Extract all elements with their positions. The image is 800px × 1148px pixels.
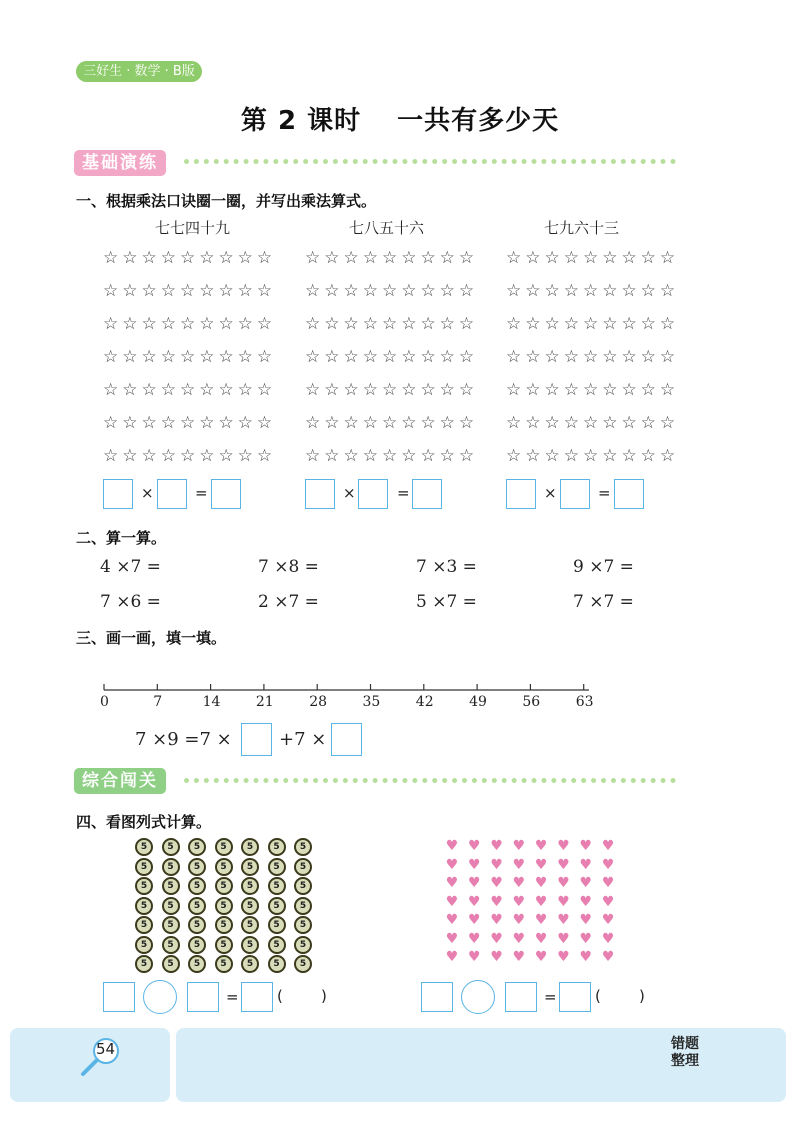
coin-icon: 5	[294, 877, 312, 895]
coin-icon: 5	[215, 936, 233, 954]
section-divider	[184, 778, 676, 783]
answer-box[interactable]	[187, 982, 219, 1012]
answer-box[interactable]	[559, 982, 591, 1012]
coin-icon: 5	[294, 897, 312, 915]
coin-icon: 5	[241, 877, 259, 895]
bear-icon: ♥	[579, 912, 593, 928]
star-grid-1[interactable]: ☆☆☆☆☆☆☆☆☆ ☆☆☆☆☆☆☆☆☆ ☆☆☆☆☆☆☆☆☆ ☆☆☆☆☆☆☆☆☆ ☆☆☆☆☆☆☆☆☆ ☆☆☆☆☆☆☆☆☆ ☆☆☆☆☆☆☆☆☆	[103, 248, 277, 466]
bear-icon: ♥	[557, 875, 570, 891]
rhyme-3: 七九六十三	[544, 219, 620, 237]
coin-icon: 5	[162, 916, 180, 934]
bear-icon: ♥	[601, 930, 615, 947]
bear-icon: ♥	[579, 930, 593, 947]
lesson-topic: 一共有多少天	[397, 106, 560, 136]
bear-icon: ♥	[490, 838, 503, 854]
unit-blank[interactable]: ( )	[595, 987, 645, 1005]
tick-label: 63	[575, 694, 594, 710]
section-divider	[184, 159, 676, 164]
bear-icon: ♥	[490, 912, 503, 928]
times-sign: ×	[141, 484, 154, 502]
coin-icon: 5	[215, 838, 233, 856]
coin-icon: 5	[162, 955, 180, 973]
bear-icon: ♥	[557, 838, 570, 854]
bear-icon: ♥	[601, 893, 615, 910]
coin-icon: 5	[162, 936, 180, 954]
bear-icon: ♥	[601, 838, 615, 854]
bear-icon: ♥	[601, 912, 615, 928]
bear-icon: ♥	[445, 949, 459, 965]
bear-icon: ♥	[512, 838, 526, 854]
calc-item: 9 ×7 =	[573, 557, 634, 577]
tick-label: 28	[309, 694, 328, 710]
bear-icon: ♥	[512, 875, 526, 891]
operator-circle[interactable]	[461, 980, 495, 1014]
bear-icon: ♥	[557, 912, 570, 928]
coin-icon: 5	[162, 897, 180, 915]
bear-icon: ♥	[512, 930, 526, 947]
answer-box[interactable]	[506, 479, 536, 509]
error-label-1: 错题	[671, 1036, 699, 1052]
coin-icon: 5	[241, 955, 259, 973]
coin-icon: 5	[268, 916, 286, 934]
bear-icon: ♥	[468, 949, 481, 965]
bear-icon: ♥	[534, 949, 548, 965]
bear-icon: ♥	[534, 875, 548, 891]
coin-icon: 5	[188, 838, 206, 856]
answer-box[interactable]	[358, 479, 388, 509]
coin-icon: 5	[215, 955, 233, 973]
decompose-left: 7 ×9 =7 ×	[135, 729, 232, 750]
bear-icon: ♥	[579, 856, 593, 873]
bear-icon: ♥	[490, 949, 503, 965]
coin-icon: 5	[188, 936, 206, 954]
tick-label: 42	[415, 694, 434, 710]
coin-icon: 5	[268, 936, 286, 954]
coin-icon: 5	[135, 897, 153, 915]
bear-icon: ♥	[534, 838, 548, 854]
coin-icon: 5	[188, 955, 206, 973]
coin-icon: 5	[294, 858, 312, 876]
bear-icon: ♥	[534, 893, 548, 910]
series-badge: 三好生 · 数学 · B版	[76, 61, 202, 82]
bear-icon: ♥	[512, 949, 526, 965]
answer-box[interactable]	[614, 479, 644, 509]
coin-icon: 5	[268, 858, 286, 876]
coin-icon: 5	[268, 897, 286, 915]
answer-box[interactable]	[505, 982, 537, 1012]
times-sign: ×	[544, 484, 557, 502]
bear-icon: ♥	[490, 893, 503, 910]
lesson-title	[0, 100, 800, 137]
calc-item: 5 ×7 =	[416, 592, 477, 612]
calc-item: 7 ×3 =	[416, 557, 477, 577]
coin-icon: 5	[188, 877, 206, 895]
bear-icon: ♥	[445, 875, 459, 891]
bear-icon: ♥	[557, 949, 570, 965]
bear-icon: ♥	[445, 912, 459, 928]
tick-label: 56	[522, 694, 541, 710]
number-line-ticks	[104, 684, 584, 690]
bear-icon: ♥	[490, 875, 503, 891]
coin-icon: 5	[241, 838, 259, 856]
coin-icon: 5	[294, 955, 312, 973]
coin-icon: 5	[241, 916, 259, 934]
equals-sign: =	[195, 484, 208, 502]
calc-item: 7 ×8 =	[258, 557, 319, 577]
times-sign: ×	[343, 484, 356, 502]
bear-icon: ♥	[445, 893, 459, 910]
bear-icon: ♥	[512, 856, 526, 873]
coin-icon: 5	[188, 858, 206, 876]
bear-icon: ♥	[468, 838, 481, 854]
tick-label: 0	[100, 694, 109, 710]
bear-icon: ♥	[468, 856, 481, 873]
bear-icon: ♥	[468, 930, 481, 947]
coin-icon: 5	[268, 877, 286, 895]
coin-icon: 5	[188, 897, 206, 915]
page-number: 54	[96, 1040, 116, 1058]
coin-icon: 5	[215, 858, 233, 876]
answer-box[interactable]	[103, 479, 133, 509]
bear-icon: ♥	[579, 949, 593, 965]
bear-icon: ♥	[445, 930, 459, 947]
bear-icon: ♥	[534, 912, 548, 928]
bear-icon: ♥	[579, 838, 593, 854]
error-label-2: 整理	[671, 1053, 699, 1069]
tick-label: 7	[153, 694, 163, 710]
coin-icon: 5	[188, 916, 206, 934]
coin-icon: 5	[294, 936, 312, 954]
coin-icon: 5	[162, 838, 180, 856]
answer-box[interactable]	[211, 479, 241, 509]
tick-label: 21	[255, 694, 274, 710]
coin-icon: 5	[241, 897, 259, 915]
tick-label: 49	[469, 694, 487, 710]
coin-icon: 5	[135, 838, 153, 856]
star-grid-2[interactable]: ☆☆☆☆☆☆☆☆☆ ☆☆☆☆☆☆☆☆☆ ☆☆☆☆☆☆☆☆☆ ☆☆☆☆☆☆☆☆☆ ☆☆☆☆☆☆☆☆☆ ☆☆☆☆☆☆☆☆☆ ☆☆☆☆☆☆☆☆☆	[305, 248, 479, 466]
bear-icon: ♥	[601, 856, 615, 873]
equals-sign: =	[397, 484, 410, 502]
bear-icon: ♥	[579, 875, 593, 891]
coin-icon: 5	[215, 877, 233, 895]
section-tag-basic: 基础演练	[74, 150, 166, 176]
calc-item: 4 ×7 =	[100, 557, 161, 577]
bear-icon: ♥	[601, 875, 615, 891]
answer-box[interactable]	[241, 982, 273, 1012]
star-grid-3[interactable]: ☆☆☆☆☆☆☆☆☆ ☆☆☆☆☆☆☆☆☆ ☆☆☆☆☆☆☆☆☆ ☆☆☆☆☆☆☆☆☆ ☆☆☆☆☆☆☆☆☆ ☆☆☆☆☆☆☆☆☆ ☆☆☆☆☆☆☆☆☆	[506, 248, 680, 466]
coin-icon: 5	[162, 877, 180, 895]
tick-label: 14	[202, 694, 221, 710]
answer-box[interactable]	[560, 479, 590, 509]
coin-icon: 5	[135, 877, 153, 895]
lesson-number: 第 2 课时	[240, 106, 362, 136]
calc-item: 7 ×6 =	[100, 592, 161, 612]
bear-icon: ♥	[468, 893, 481, 910]
bear-icon: ♥	[534, 930, 548, 947]
coin-icon: 5	[135, 955, 153, 973]
coin-icon: 5	[241, 858, 259, 876]
equals-sign: =	[598, 484, 611, 502]
q2-prompt: 二、算一算。	[76, 529, 167, 547]
equals-sign: =	[544, 988, 557, 1006]
decompose-mid: +7 ×	[279, 729, 327, 750]
bear-icon: ♥	[468, 875, 481, 891]
coin-icon: 5	[268, 955, 286, 973]
operator-circle[interactable]	[143, 980, 177, 1014]
bear-icon: ♥	[512, 893, 526, 910]
bear-icon: ♥	[557, 856, 570, 873]
coin-icon: 5	[135, 916, 153, 934]
coin-icon: 5	[241, 936, 259, 954]
bear-icon: ♥	[534, 856, 548, 873]
rhyme-2: 七八五十六	[349, 219, 425, 237]
q1-prompt: 一、根据乘法口诀圈一圈，并写出乘法算式。	[76, 192, 377, 210]
bear-icon: ♥	[468, 912, 481, 928]
rhyme-1: 七七四十九	[155, 219, 231, 237]
coin-icon: 5	[135, 858, 153, 876]
calc-item: 7 ×7 =	[573, 592, 634, 612]
bear-icon: ♥	[601, 949, 615, 965]
section-tag-comprehensive: 综合闯关	[74, 768, 166, 794]
calc-item: 2 ×7 =	[258, 592, 319, 612]
coin-icon: 5	[215, 916, 233, 934]
coin-icon: 5	[294, 916, 312, 934]
unit-blank[interactable]: ( )	[277, 987, 327, 1005]
bear-icon: ♥	[579, 893, 593, 910]
answer-box[interactable]	[305, 479, 335, 509]
answer-box[interactable]	[241, 723, 272, 756]
bear-icon: ♥	[445, 856, 459, 873]
equals-sign: =	[226, 988, 239, 1006]
bear-icon: ♥	[557, 930, 570, 947]
tick-label: 35	[362, 694, 381, 710]
bear-icon: ♥	[512, 912, 526, 928]
bear-icon: ♥	[490, 930, 503, 947]
coin-icon: 5	[162, 858, 180, 876]
answer-box[interactable]	[421, 982, 453, 1012]
bear-icon: ♥	[557, 893, 570, 910]
answer-box[interactable]	[157, 479, 187, 509]
answer-box[interactable]	[412, 479, 442, 509]
q3-prompt: 三、画一画，填一填。	[76, 629, 227, 647]
q4-prompt: 四、看图列式计算。	[76, 813, 212, 831]
answer-box[interactable]	[103, 982, 135, 1012]
bear-icon: ♥	[490, 856, 503, 873]
answer-box[interactable]	[331, 723, 362, 756]
coin-icon: 5	[135, 936, 153, 954]
coin-icon: 5	[268, 838, 286, 856]
coin-icon: 5	[215, 897, 233, 915]
coin-icon: 5	[294, 838, 312, 856]
bear-icon: ♥	[445, 838, 459, 854]
